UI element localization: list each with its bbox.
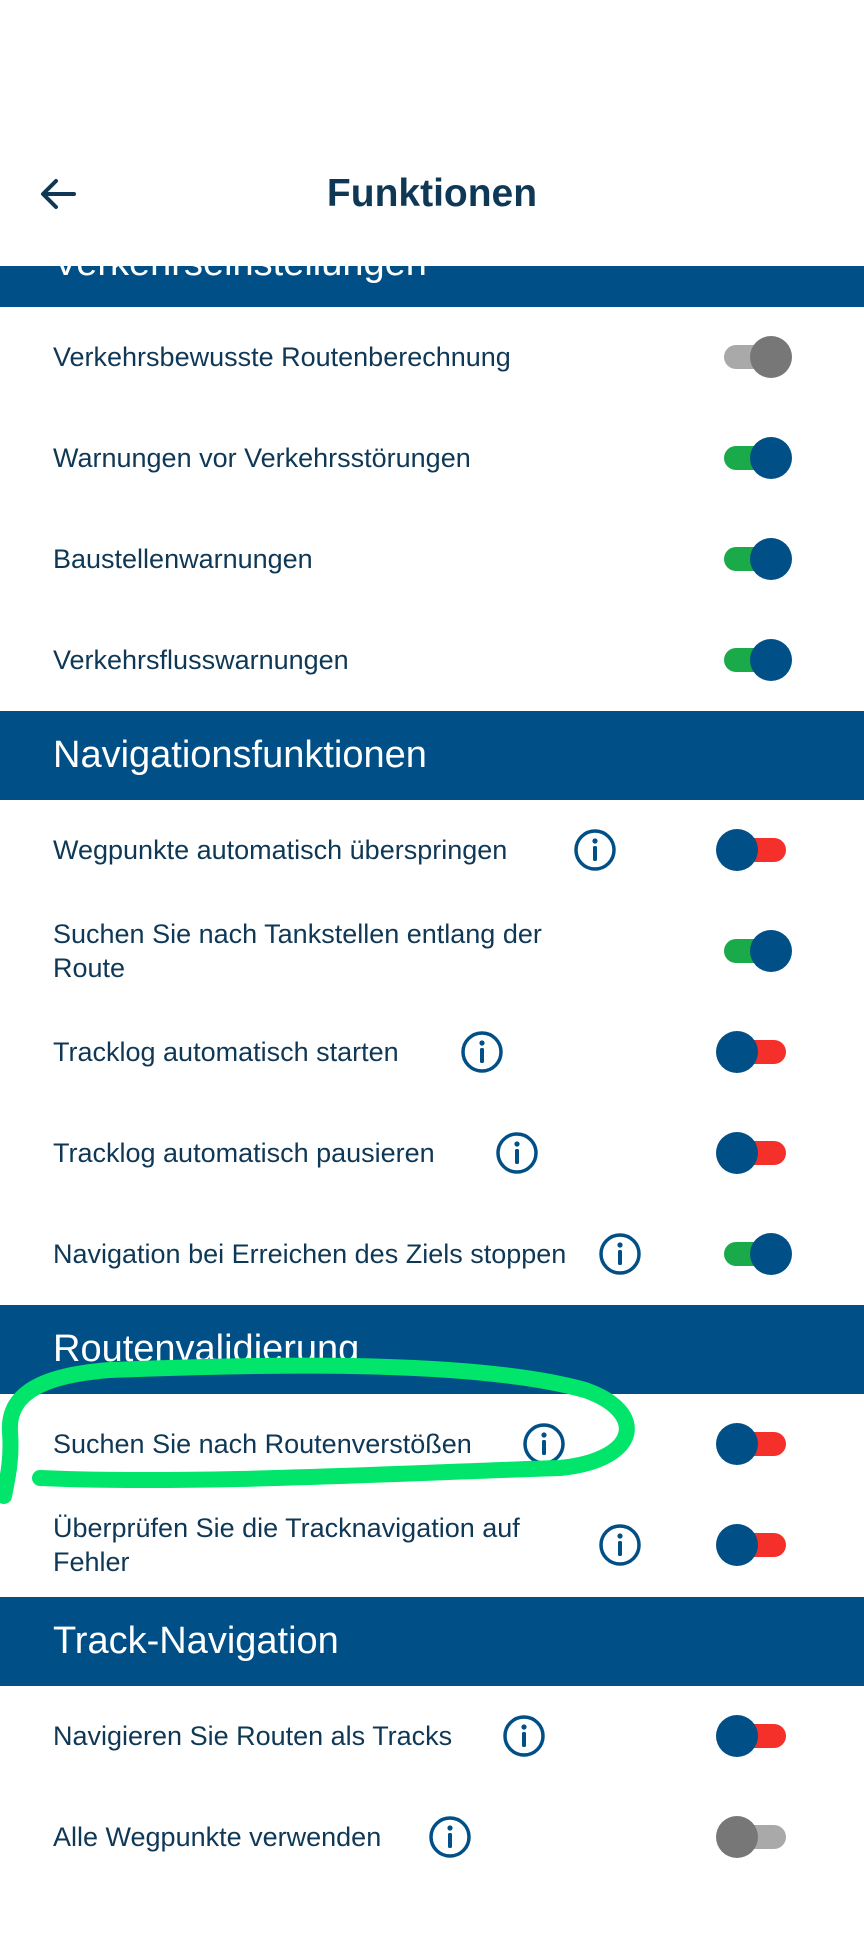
setting-label: Überprüfen Sie die Tracknavigation auf Fehler xyxy=(53,1513,520,1577)
setting-label: Suchen Sie nach Routenverstößen xyxy=(53,1429,472,1459)
toggle-switch[interactable] xyxy=(716,1520,792,1570)
setting-label: Alle Wegpunkte verwenden xyxy=(53,1822,382,1852)
setting-label: Verkehrsflusswarnungen xyxy=(53,645,349,675)
page-title: Funktionen xyxy=(326,172,538,215)
toggle-switch[interactable] xyxy=(716,1027,792,1077)
setting-row-routen-als-tracks xyxy=(0,1686,864,1786)
info-icon[interactable] xyxy=(502,1714,546,1758)
toggle-switch[interactable] xyxy=(716,433,792,483)
setting-row-verkehrsbewusste-routenberechnung xyxy=(0,307,864,407)
info-icon[interactable] xyxy=(428,1815,472,1859)
section-title: Routenvalidierung xyxy=(53,1328,360,1370)
setting-row-baustellenwarnungen xyxy=(0,509,864,609)
setting-row-navigation-stoppen xyxy=(0,1204,864,1304)
setting-row-tracklog-pausieren xyxy=(0,1103,864,1203)
section-title: Navigationsfunktionen xyxy=(53,734,427,776)
info-icon[interactable] xyxy=(460,1030,504,1074)
setting-label: Navigieren Sie Routen als Tracks xyxy=(53,1721,453,1751)
setting-label: Tracklog automatisch starten xyxy=(53,1037,399,1067)
section-header-track-navigation xyxy=(0,1597,864,1686)
toggle-switch[interactable] xyxy=(716,1812,792,1862)
toggle-switch[interactable] xyxy=(716,1128,792,1178)
toggle-switch[interactable] xyxy=(716,1711,792,1761)
setting-row-tankstellen-entlang-route xyxy=(0,901,864,1001)
section-header-verkehrseinstellungen xyxy=(0,266,864,307)
section-header-routenvalidierung xyxy=(0,1305,864,1394)
toggle-switch[interactable] xyxy=(716,332,792,382)
info-icon[interactable] xyxy=(598,1523,642,1567)
toggle-switch[interactable] xyxy=(716,825,792,875)
setting-label: Navigation bei Erreichen des Ziels stoppen xyxy=(53,1239,567,1269)
setting-label: Tracklog automatisch pausieren xyxy=(53,1138,435,1168)
info-icon[interactable] xyxy=(522,1422,566,1466)
toggle-switch[interactable] xyxy=(716,1419,792,1469)
app-bar xyxy=(0,0,864,264)
section-title: Track-Navigation xyxy=(53,1620,339,1662)
setting-label: Wegpunkte automatisch überspringen xyxy=(53,835,508,865)
info-icon[interactable] xyxy=(573,828,617,872)
setting-row-tracknavigation-fehler xyxy=(0,1495,864,1595)
setting-label: Baustellenwarnungen xyxy=(53,544,313,574)
setting-row-tracklog-starten xyxy=(0,1002,864,1102)
toggle-switch[interactable] xyxy=(716,534,792,584)
setting-label: Warnungen vor Verkehrsstörungen xyxy=(53,443,471,473)
toggle-switch[interactable] xyxy=(716,1229,792,1279)
setting-row-verkehrsflusswarnungen xyxy=(0,610,864,710)
info-icon[interactable] xyxy=(598,1232,642,1276)
setting-label: Verkehrsbewusste Routenberechnung xyxy=(53,342,511,372)
toggle-switch[interactable] xyxy=(716,635,792,685)
setting-row-alle-wegpunkte xyxy=(0,1787,864,1887)
info-icon[interactable] xyxy=(495,1131,539,1175)
setting-row-warnungen-verkehrsstoerungen xyxy=(0,408,864,508)
setting-row-routenverstoesse xyxy=(0,1394,864,1494)
section-header-navigationsfunktionen xyxy=(0,711,864,800)
setting-row-wegpunkte-ueberspringen xyxy=(0,800,864,900)
toggle-switch[interactable] xyxy=(716,926,792,976)
setting-label: Suchen Sie nach Tankstellen entlang der Route xyxy=(53,919,542,983)
